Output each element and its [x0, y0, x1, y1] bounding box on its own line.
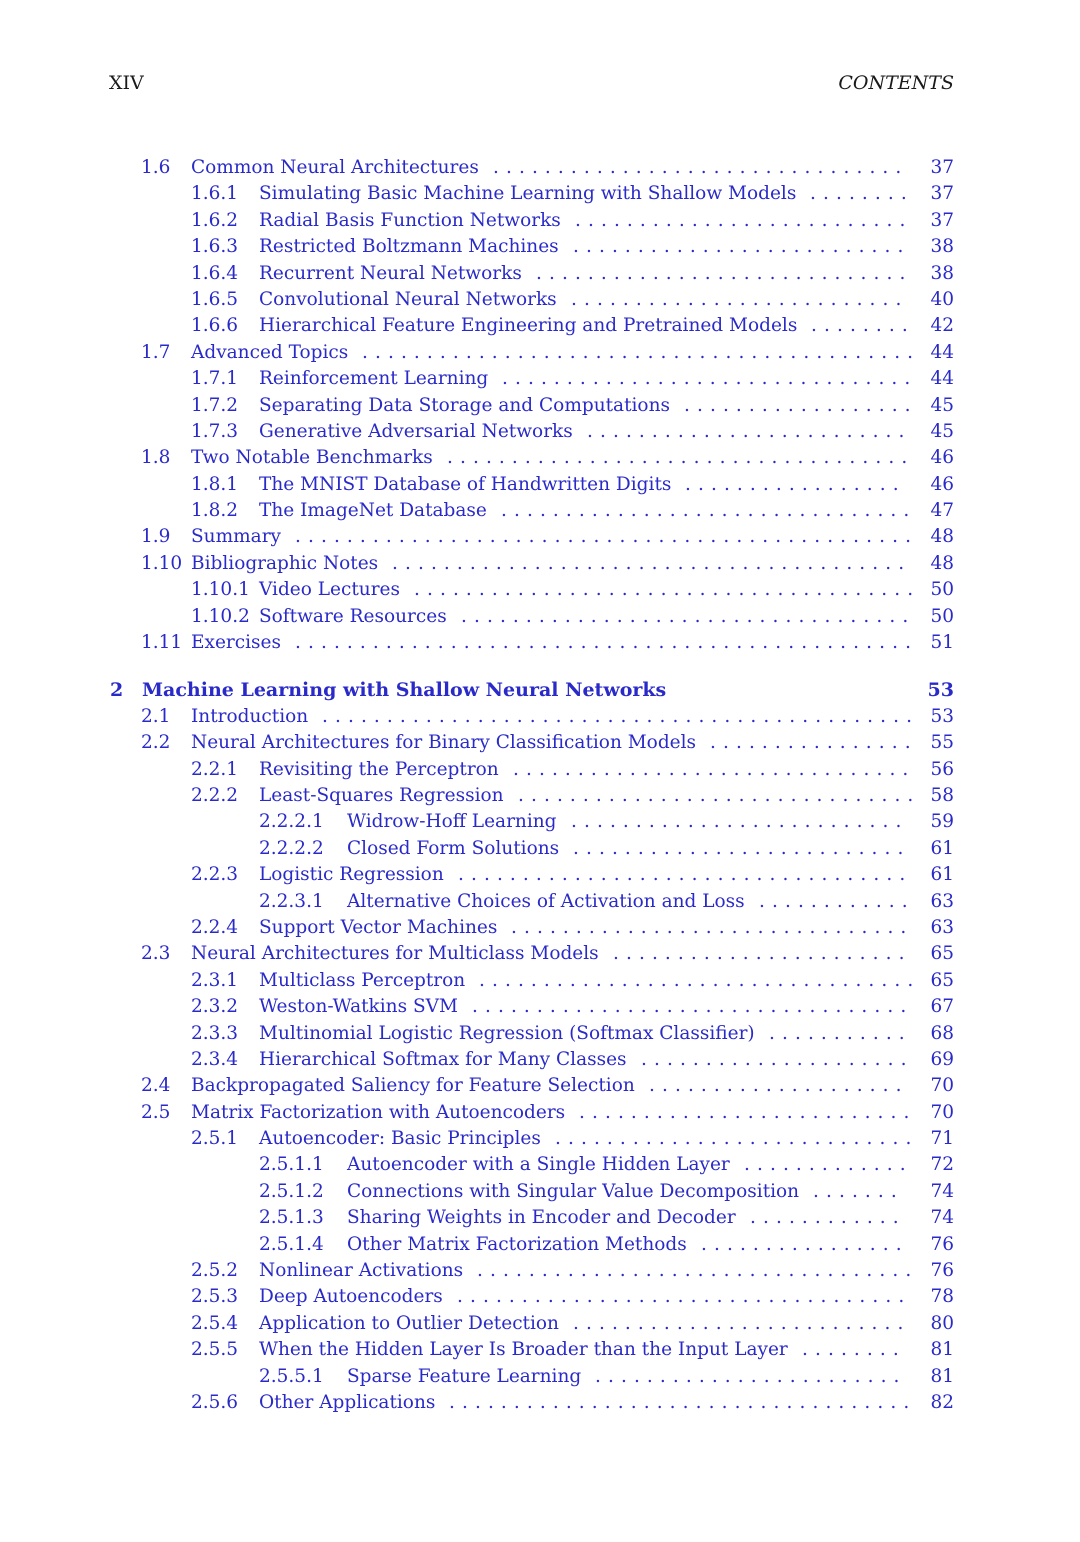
toc-entry-title: Reinforcement Learning	[259, 368, 489, 390]
toc-entry-title: When the Hidden Layer Is Broader than the Input Layer	[259, 1339, 788, 1361]
toc-entry[interactable]	[0, 419, 1080, 445]
toc-entry[interactable]	[0, 757, 1080, 783]
toc-entry-number: 2.3.3	[191, 1022, 239, 1044]
toc-leader-dots: ..................................	[477, 1260, 919, 1282]
toc-entry-number: 2.3	[141, 943, 171, 965]
toc-entry-number: 1.6.6	[191, 315, 239, 337]
toc-leader-dots: ................	[710, 732, 918, 754]
toc-leader-dots: ..................................	[472, 996, 914, 1018]
toc-leader-dots: ...............................	[513, 758, 916, 780]
toc-leader-dots: ..........................	[571, 288, 909, 310]
toc-entry-page: 61	[930, 837, 954, 859]
toc-entry-title: Simulating Basic Machine Learning with Shallow Models	[259, 183, 797, 205]
toc-entry-title: Autoencoder with a Single Hidden Layer	[347, 1154, 730, 1176]
toc-entry-title: Software Resources	[259, 605, 447, 627]
toc-entry[interactable]	[0, 498, 1080, 524]
toc-entry-number: 2.3.1	[191, 969, 239, 991]
toc-leader-dots: ..........................	[575, 209, 913, 231]
toc-entry-number: 2.1	[141, 705, 171, 727]
toc-entry[interactable]	[0, 1179, 1080, 1205]
toc-entry-title: Weston-Watkins SVM	[259, 996, 458, 1018]
toc-leader-dots: .......................	[613, 943, 912, 965]
toc-entry-number: 2.2.2	[191, 784, 239, 806]
toc-entry-number: 1.7.2	[191, 394, 239, 416]
toc-entry-page: 63	[930, 890, 954, 912]
toc-leader-dots: ..........................	[571, 811, 909, 833]
toc-leader-dots: ..........................	[573, 1312, 911, 1334]
toc-entry-page: 46	[930, 447, 954, 469]
toc-entry-title: Neural Architectures for Binary Classification Models	[191, 732, 697, 754]
toc-entry-number: 1.8.2	[191, 500, 239, 522]
toc-entry-page: 44	[930, 368, 954, 390]
toc-entry-page: 45	[930, 394, 954, 416]
toc-entry[interactable]	[0, 809, 1080, 835]
toc-entry-page: 71	[930, 1128, 954, 1150]
toc-entry-number: 1.6.3	[191, 236, 239, 258]
toc-leader-dots: ...............................	[518, 784, 921, 806]
toc-leader-dots: ...................................	[461, 605, 916, 627]
toc-entry-title: Nonlinear Activations	[259, 1260, 464, 1282]
running-title: CONTENTS	[838, 72, 954, 94]
toc-entry-page: 59	[930, 811, 954, 833]
toc-leader-dots: ........	[811, 315, 915, 337]
toc-entry-page: 56	[930, 758, 954, 780]
toc-entry-title: Multinomial Logistic Regression (Softmax Classifier)	[259, 1022, 755, 1044]
toc-entry-title: Backpropagated Saliency for Feature Selection	[191, 1075, 635, 1097]
table-of-contents	[0, 155, 1080, 1416]
toc-entry-title: Exercises	[191, 632, 281, 654]
toc-entry[interactable]	[0, 730, 1080, 756]
toc-chapter-entry[interactable]	[0, 677, 1080, 703]
toc-entry-page: 37	[930, 209, 954, 231]
toc-entry-title: Logistic Regression	[259, 864, 444, 886]
toc-entry[interactable]	[0, 393, 1080, 419]
toc-entry-page: 76	[930, 1260, 954, 1282]
toc-entry-page: 61	[930, 864, 954, 886]
toc-entry-number: 1.10.2	[191, 605, 250, 627]
toc-entry-number: 2.3.4	[191, 1048, 239, 1070]
toc-leader-dots: .............................	[536, 262, 913, 284]
toc-entry[interactable]	[0, 1126, 1080, 1152]
toc-leader-dots: ...................................	[457, 1286, 912, 1308]
toc-leader-dots: ...............................	[511, 916, 914, 938]
toc-entry-page: 74	[930, 1180, 954, 1202]
toc-entry[interactable]	[0, 577, 1080, 603]
toc-leader-dots: ................................................	[295, 526, 919, 548]
toc-entry-number: 2.2.2.1	[259, 811, 324, 833]
toc-entry-title: Sparse Feature Learning	[347, 1365, 582, 1387]
toc-entry-title: Matrix Factorization with Autoencoders	[191, 1101, 566, 1123]
toc-entry-title: Connections with Singular Value Decomposition	[347, 1180, 800, 1202]
toc-entry-title: Summary	[191, 526, 281, 548]
toc-entry-title: Multiclass Perceptron	[259, 969, 466, 991]
toc-entry-page: 78	[930, 1286, 954, 1308]
toc-entry[interactable]	[0, 261, 1080, 287]
toc-entry[interactable]	[0, 915, 1080, 941]
toc-entry[interactable]	[0, 1073, 1080, 1099]
toc-entry-number: 1.6.5	[191, 288, 239, 310]
toc-entry[interactable]	[0, 1232, 1080, 1258]
page-header	[109, 72, 954, 102]
toc-entry-page: 74	[930, 1207, 954, 1229]
toc-entry-page: 37	[930, 157, 954, 178]
toc-entry-page: 53	[930, 705, 954, 727]
toc-entry-number: 2.5.1.1	[259, 1154, 324, 1176]
toc-entry-title: Bibliographic Notes	[191, 552, 379, 574]
toc-entry-number: 2	[110, 679, 124, 702]
toc-entry[interactable]	[0, 836, 1080, 862]
toc-entry[interactable]	[0, 941, 1080, 967]
toc-leader-dots: ..................	[684, 394, 918, 416]
toc-entry[interactable]	[0, 630, 1080, 656]
toc-entry[interactable]	[0, 1100, 1080, 1126]
toc-entry[interactable]	[0, 234, 1080, 260]
toc-entry-title: Deep Autoencoders	[259, 1286, 443, 1308]
toc-leader-dots: ....................................	[447, 447, 915, 469]
toc-entry-number: 2.2.2.2	[259, 837, 324, 859]
toc-entry-title: Other Applications	[259, 1391, 436, 1413]
toc-entry-page: 42	[930, 315, 954, 337]
toc-leader-dots: ..........................	[579, 1101, 917, 1123]
toc-entry-page: 76	[930, 1233, 954, 1255]
toc-entry[interactable]	[0, 862, 1080, 888]
toc-entry-page: 37	[930, 183, 954, 205]
toc-entry[interactable]	[0, 1047, 1080, 1073]
toc-entry-number: 2.5.1	[191, 1128, 239, 1150]
toc-entry-page: 70	[930, 1101, 954, 1123]
toc-leader-dots: .......	[813, 1180, 904, 1202]
toc-entry-title: Widrow-Hoff Learning	[347, 811, 557, 833]
toc-entry-title: Machine Learning with Shallow Neural Networks	[142, 679, 667, 702]
toc-entry-page: 65	[930, 969, 954, 991]
toc-entry-number: 2.5.1.2	[259, 1180, 324, 1202]
toc-entry-page: 51	[930, 632, 954, 654]
toc-entry-number: 2.5.5	[191, 1339, 239, 1361]
toc-entry-title: Neural Architectures for Multiclass Models	[191, 943, 599, 965]
toc-entry-number: 1.7	[141, 341, 171, 363]
toc-entry-page: 46	[930, 473, 954, 495]
toc-entry-title: Closed Form Solutions	[347, 837, 560, 859]
toc-entry-page: 80	[930, 1312, 954, 1334]
toc-entry-title: Hierarchical Softmax for Many Classes	[259, 1048, 627, 1070]
toc-entry-number: 2.5	[141, 1101, 171, 1123]
toc-leader-dots: ................	[701, 1233, 909, 1255]
toc-entry-title: The ImageNet Database	[259, 500, 487, 522]
toc-entry-number: 2.2.1	[191, 758, 239, 780]
toc-entry-title: Convolutional Neural Networks	[259, 288, 557, 310]
toc-entry-page: 55	[930, 732, 954, 754]
toc-entry-number: 2.5.5.1	[259, 1365, 324, 1387]
toc-entry[interactable]	[0, 1258, 1080, 1284]
toc-entry-number: 1.6.4	[191, 262, 239, 284]
toc-entry[interactable]	[0, 604, 1080, 630]
toc-entry-number: 1.8.1	[191, 473, 239, 495]
toc-entry-number: 2.2.3	[191, 864, 239, 886]
toc-entry-number: 2.5.2	[191, 1260, 239, 1282]
page-number: XIV	[109, 72, 144, 94]
toc-leader-dots: ...........	[769, 1022, 912, 1044]
toc-entry[interactable]	[0, 1152, 1080, 1178]
toc-leader-dots: ............	[750, 1207, 906, 1229]
toc-leader-dots: ............	[759, 890, 915, 912]
toc-leader-dots: ..........................	[573, 236, 911, 258]
toc-entry[interactable]	[0, 181, 1080, 207]
toc-leader-dots: .................	[685, 473, 906, 495]
toc-entry-title: Hierarchical Feature Engineering and Pretrained Models	[259, 315, 798, 337]
toc-entry[interactable]	[0, 994, 1080, 1020]
toc-entry-title: Generative Adversarial Networks	[259, 420, 573, 442]
toc-leader-dots: ..............................................	[322, 705, 920, 727]
toc-entry-title: Alternative Choices of Activation and Loss	[347, 890, 745, 912]
toc-leader-dots: ..................................	[479, 969, 921, 991]
toc-entry[interactable]	[0, 366, 1080, 392]
toc-entry-page: 68	[930, 1022, 954, 1044]
toc-entry-page: 47	[930, 500, 954, 522]
toc-leader-dots: .........................	[587, 420, 912, 442]
toc-entry-page: 44	[930, 341, 954, 363]
toc-entry[interactable]	[0, 1311, 1080, 1337]
toc-entry-number: 2.5.1.4	[259, 1233, 324, 1255]
toc-entry[interactable]	[0, 1364, 1080, 1390]
toc-entry-title: Separating Data Storage and Computations	[259, 394, 670, 416]
toc-leader-dots: ........................................	[392, 552, 912, 574]
toc-entry-number: 2.5.4	[191, 1312, 239, 1334]
toc-entry[interactable]	[0, 704, 1080, 730]
toc-entry-title: Two Notable Benchmarks	[191, 447, 433, 469]
toc-leader-dots: ..........................	[573, 837, 911, 859]
toc-entry-title: Revisiting the Perceptron	[259, 758, 499, 780]
toc-entry-title: Sharing Weights in Encoder and Decoder	[347, 1207, 736, 1229]
toc-entry-title: The MNIST Database of Handwritten Digits	[259, 473, 672, 495]
toc-leader-dots: .............	[744, 1154, 913, 1176]
toc-leader-dots: ........	[810, 183, 914, 205]
toc-entry-title: Recurrent Neural Networks	[259, 262, 522, 284]
toc-entry-title: Common Neural Architectures	[191, 157, 479, 178]
toc-entry-page: 48	[930, 552, 954, 574]
toc-entry-title: Video Lectures	[259, 579, 400, 601]
toc-leader-dots: ...........................................	[362, 341, 921, 363]
toc-leader-dots: ....................	[649, 1075, 909, 1097]
toc-entry-number: 2.2.3.1	[259, 890, 324, 912]
toc-entry-number: 1.10.1	[191, 579, 250, 601]
toc-entry[interactable]	[0, 287, 1080, 313]
toc-entry-page: 70	[930, 1075, 954, 1097]
toc-entry-page: 65	[930, 943, 954, 965]
toc-entry-title: Autoencoder: Basic Principles	[259, 1128, 541, 1150]
toc-entry[interactable]	[0, 1205, 1080, 1231]
toc-entry[interactable]	[0, 208, 1080, 234]
toc-entry-title: Support Vector Machines	[259, 916, 498, 938]
toc-entry[interactable]	[0, 551, 1080, 577]
toc-entry[interactable]	[0, 524, 1080, 550]
toc-entry[interactable]	[0, 155, 1080, 181]
toc-entry[interactable]	[0, 968, 1080, 994]
toc-entry-number: 1.11	[141, 632, 183, 654]
toc-entry-page: 48	[930, 526, 954, 548]
toc-entry[interactable]	[0, 1284, 1080, 1310]
toc-entry[interactable]	[0, 340, 1080, 366]
toc-entry-number: 1.6	[141, 157, 171, 178]
toc-entry-title: Application to Outlier Detection	[259, 1312, 559, 1334]
toc-leader-dots: ................................	[502, 368, 918, 390]
toc-entry-page: 38	[930, 236, 954, 258]
toc-leader-dots: ...................................	[458, 864, 913, 886]
toc-entry-page: 67	[930, 996, 954, 1018]
toc-entry[interactable]	[0, 1337, 1080, 1363]
toc-entry[interactable]	[0, 1390, 1080, 1416]
toc-entry-number: 1.7.1	[191, 368, 239, 390]
toc-leader-dots: .....................	[641, 1048, 914, 1070]
toc-entry-page: 72	[930, 1154, 954, 1176]
toc-entry[interactable]	[0, 1021, 1080, 1047]
toc-entry-number: 2.5.1.3	[259, 1207, 324, 1229]
toc-entry-number: 1.6.1	[191, 183, 239, 205]
toc-entry-page: 58	[930, 784, 954, 806]
toc-leader-dots: ....................................	[449, 1391, 917, 1413]
toc-entry-number: 1.6.2	[191, 209, 239, 231]
toc-entry-number: 2.4	[141, 1075, 171, 1097]
toc-entry-page: 53	[927, 679, 954, 702]
toc-entry-number: 2.2.4	[191, 916, 239, 938]
toc-leader-dots: ................................	[501, 500, 917, 522]
toc-entry-title: Restricted Boltzmann Machines	[259, 236, 559, 258]
toc-leader-dots: ........................	[595, 1365, 907, 1387]
toc-entry[interactable]	[0, 783, 1080, 809]
toc-entry-number: 2.5.6	[191, 1391, 239, 1413]
toc-entry-page: 45	[930, 420, 954, 442]
toc-entry-title: Other Matrix Factorization Methods	[347, 1233, 687, 1255]
toc-entry-page: 63	[930, 916, 954, 938]
toc-entry-number: 1.8	[141, 447, 171, 469]
toc-entry-title: Radial Basis Function Networks	[259, 209, 561, 231]
toc-entry-title: Least-Squares Regression	[259, 784, 504, 806]
toc-entry[interactable]	[0, 889, 1080, 915]
toc-entry[interactable]	[0, 445, 1080, 471]
toc-entry-page: 50	[930, 579, 954, 601]
toc-leader-dots: ........	[802, 1339, 906, 1361]
toc-entry-number: 1.7.3	[191, 420, 239, 442]
toc-leader-dots: ................................................	[295, 632, 919, 654]
toc-entry-page: 81	[930, 1365, 954, 1387]
toc-entry-number: 2.2	[141, 732, 171, 754]
toc-entry-number: 1.10	[141, 552, 183, 574]
toc-leader-dots: .......................................	[414, 579, 921, 601]
toc-entry-title: Introduction	[191, 705, 309, 727]
toc-entry-page: 82	[930, 1391, 954, 1413]
toc-entry-number: 2.5.3	[191, 1286, 239, 1308]
toc-entry-page: 40	[930, 288, 954, 310]
toc-leader-dots: ................................	[493, 157, 909, 178]
toc-entry-number: 1.9	[141, 526, 171, 548]
toc-entry-page: 50	[930, 605, 954, 627]
toc-entry[interactable]	[0, 472, 1080, 498]
toc-entry[interactable]	[0, 313, 1080, 339]
toc-entry-number: 2.3.2	[191, 996, 239, 1018]
toc-entry-page: 69	[930, 1048, 954, 1070]
toc-entry-page: 38	[930, 262, 954, 284]
toc-entry-page: 81	[930, 1339, 954, 1361]
toc-leader-dots: ............................	[555, 1128, 919, 1150]
toc-entry-title: Advanced Topics	[191, 341, 349, 363]
